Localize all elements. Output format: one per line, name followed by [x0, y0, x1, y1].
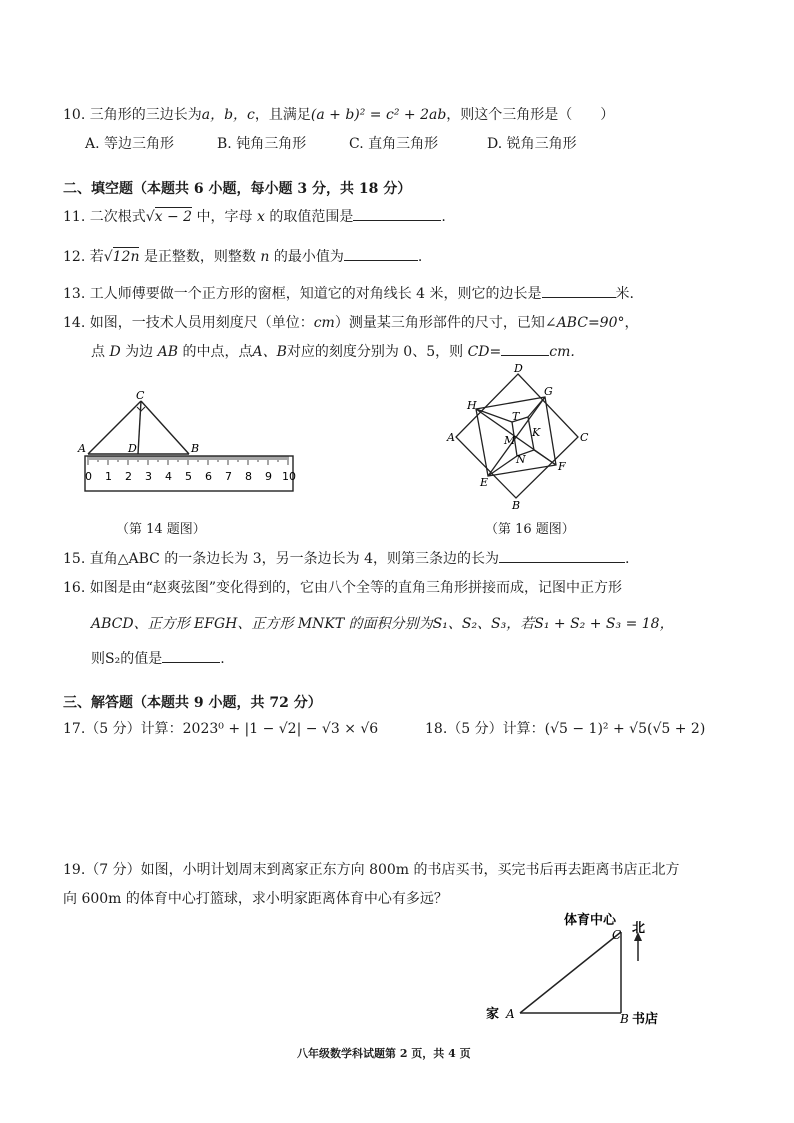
figure-19	[480, 905, 690, 1030]
q10-option-c: C. 直角三角形	[349, 136, 439, 152]
fig16-label-b: B	[512, 499, 521, 512]
ruler-number-9: 9	[265, 470, 272, 483]
q17-expression: 2023⁰ + |1 − √2| − √3 × √6	[182, 721, 379, 737]
ruler-number-0: 0	[85, 470, 92, 483]
fig14-ruler-ticks	[88, 456, 288, 465]
q10-option-b: B. 钝角三角形	[217, 136, 307, 152]
fig16-label-n: N	[516, 453, 526, 466]
fig14-label-d: D	[128, 442, 137, 455]
q10-equation: (a + b)² = c² + 2ab	[310, 107, 447, 123]
fig19-label-c: C	[612, 928, 622, 942]
page-footer: 八年级数学科试题第 2 页，共 4 页	[297, 1047, 471, 1060]
fig16-label-d: D	[514, 362, 523, 375]
fig14-side-cb	[141, 401, 189, 454]
q11-radicand: x − 2	[154, 209, 193, 225]
fig14-label-b: B	[191, 442, 200, 455]
fig16-label-h: H	[467, 399, 477, 412]
question-15: 15. 直角△ABC 的一条边长为 3，另一条边长为 4，则第三条边的长为 .	[63, 548, 629, 568]
question-12: 12. 若√12n 是正整数，则整数 n 的最小值为 .	[63, 246, 422, 266]
q14-answer-blank[interactable]	[501, 341, 549, 356]
ruler-number-10: 10	[282, 470, 296, 483]
section-2-heading: 二、填空题（本题共 6 小题，每小题 3 分，共 18 分）	[63, 181, 412, 197]
q12-radicand: 12n	[112, 249, 140, 265]
fig19-home-label: 家	[486, 1006, 500, 1021]
ruler-number-4: 4	[165, 470, 172, 483]
question-11: 11. 二次根式√x − 2 中，字母 x 的取值范围是 .	[63, 206, 446, 226]
fig16-label-t: T	[512, 410, 520, 423]
question-19-line-1: 19.（7 分）如图，小明计划周末到离家正东方向 800m 的书店买书，买完书后再去距离书店正北方	[63, 862, 680, 878]
fig16-label-e: E	[480, 476, 489, 489]
q10-text-b: ，且满足	[254, 107, 311, 123]
fig16-label-c: C	[580, 431, 589, 444]
fig19-store-label: 书店	[632, 1011, 659, 1026]
fig16-label-m: M	[504, 434, 516, 447]
q12-answer-blank[interactable]	[344, 246, 418, 261]
question-17: 17.（5 分）计算：2023⁰ + |1 − √2| − √3 × √6	[63, 721, 379, 737]
q11-answer-blank[interactable]	[353, 206, 441, 221]
question-18: 18.（5 分）计算：(√5 − 1)² + √5(√5 + 2)	[425, 721, 706, 737]
fig19-gym-label: 体育中心	[564, 912, 617, 927]
q10-option-d: D. 锐角三角形	[487, 136, 577, 152]
figure-16-caption: （第 16 题图）	[485, 522, 575, 537]
ruler-number-3: 3	[145, 470, 152, 483]
fig16-label-k: K	[532, 426, 541, 439]
q10-option-a: A. 等边三角形	[85, 136, 175, 152]
fig19-label-a: A	[506, 1007, 515, 1021]
q10-text-c: ，则这个三角形是（ ）	[446, 107, 615, 123]
section-3-heading: 三、解答题（本题共 9 小题，共 72 分）	[63, 695, 322, 711]
q15-answer-blank[interactable]	[499, 548, 625, 563]
q18-expression: (√5 − 1)² + √5(√5 + 2)	[544, 721, 706, 737]
q10-number: 10.	[63, 107, 86, 123]
question-13: 13. 工人师傅要做一个正方形的窗框，知道它的对角线长 4 米，则它的边长是 米.	[63, 283, 634, 303]
fig19-north-label: 北	[632, 920, 646, 935]
figure-14-caption: （第 14 题图）	[116, 522, 206, 537]
fig14-label-c: C	[136, 390, 145, 402]
ruler-number-6: 6	[205, 470, 212, 483]
q10-text-a: 三角形的三边长为	[89, 107, 202, 123]
question-16-line-3: 则S₂的值是 .	[91, 648, 225, 668]
question-10	[63, 104, 614, 124]
ruler-number-7: 7	[225, 470, 232, 483]
question-16-line-1: 16. 如图是由“赵爽弦图”变化得到的，它由八个全等的直角三角形拼接而成，记图中正方形	[63, 580, 623, 596]
question-19-line-2: 向 600m 的体育中心打篮球，求小明家距离体育中心有多远？	[63, 891, 448, 907]
ruler-number-2: 2	[125, 470, 132, 483]
fig19-hypotenuse-ac	[520, 932, 621, 1013]
q14-angle: ∠ABC=90°	[544, 315, 625, 331]
question-14-line-1: 14. 如图，一技术人员用刻度尺（单位：cm）测量某三角形部件的尺寸，已知∠ABC=90°，	[63, 315, 639, 331]
q16-answer-blank[interactable]	[162, 648, 220, 663]
fig16-label-a: A	[447, 431, 455, 444]
q13-answer-blank[interactable]	[542, 283, 616, 298]
question-14-line-2: 点 D 为边 AB 的中点，点A、B对应的刻度分别为 0、5，则 CD= cm.	[91, 341, 575, 361]
question-16-line-2: ABCD、正方形 EFGH、正方形 MNKT 的面积分别为S₁、S₂、S₃，若S₁ + S₂ + S₃ = 18，	[91, 616, 674, 632]
fig16-label-g: G	[544, 385, 553, 398]
fig14-label-a: A	[78, 442, 86, 455]
q10-vars: a，b，c	[201, 107, 255, 123]
ruler-number-1: 1	[105, 470, 112, 483]
ruler-number-5: 5	[185, 470, 192, 483]
fig19-label-b: B	[620, 1012, 629, 1026]
figure-14	[76, 390, 302, 496]
fig16-label-f: F	[558, 460, 566, 473]
figure-16	[444, 362, 594, 512]
ruler-number-8: 8	[245, 470, 252, 483]
